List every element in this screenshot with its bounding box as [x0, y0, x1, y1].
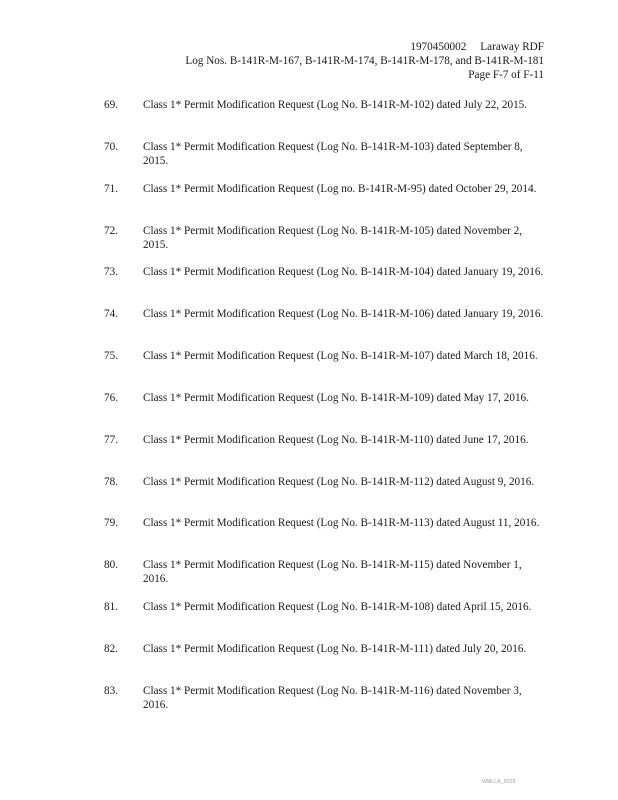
- list-item: [0, 391, 618, 433]
- item-text: Class 1* Permit Modification Request (Log No. B-141R-M-115) dated November 1, 2016.: [143, 559, 522, 586]
- log-numbers: Log Nos. B-141R-M-167, B-141R-M-174, B-141R-M-178, and B-141R-M-181: [185, 55, 544, 67]
- item-text: Class 1* Permit Modification Request (Log No. B-141R-M-102) dated July 22, 2015.: [143, 99, 528, 111]
- item-text: Class 1* Permit Modification Request (Log No. B-141R-M-116) dated November 3, 2016.: [143, 684, 522, 711]
- list-item: [0, 98, 618, 140]
- item-text: Class 1* Permit Modification Request (Log No. B-141R-M-109) dated May 17, 2016.: [143, 391, 529, 404]
- list-item: [0, 265, 618, 307]
- item-number: 83.: [104, 684, 118, 697]
- item-text: Class 1* Permit Modification Request (Log No. B-141R-M-113) dated August 11, 2016.: [143, 517, 540, 530]
- reference-list: [0, 98, 618, 726]
- item-number: 79.: [104, 517, 118, 530]
- item-text: Class 1* Permit Modification Request (Log No. B-141R-M-112) dated August 9, 2016.: [143, 475, 535, 488]
- list-item: [0, 307, 618, 349]
- list-item: [0, 600, 618, 642]
- item-text: Class 1* Permit Modification Request (Log No. B-141R-M-105) dated November 2, 2015.: [143, 224, 523, 251]
- item-text: Class 1* Permit Modification Request (Log No. B-141R-M-106) dated January 19, 2016.: [143, 308, 544, 321]
- item-text: Class 1* Permit Modification Request (Log No. B-141R-M-103) dated September 8, 2015.: [143, 140, 523, 167]
- item-number: 75.: [104, 350, 118, 363]
- item-number: 69.: [104, 99, 118, 111]
- list-item: [0, 475, 618, 517]
- bates-stamp: WMLLA_0026: [482, 779, 516, 785]
- item-text: Class 1* Permit Modification Request (Log No. B-141R-M-107) dated March 18, 2016.: [143, 350, 538, 363]
- list-item: [0, 182, 618, 224]
- page-header: [185, 40, 544, 82]
- list-item: [0, 433, 618, 475]
- item-number: 80.: [104, 559, 118, 572]
- item-number: 76.: [104, 391, 118, 404]
- page-number: Page F-7 of F-11: [468, 69, 544, 81]
- item-number: 71.: [104, 182, 118, 195]
- item-number: 70.: [104, 140, 118, 153]
- list-item: [0, 642, 618, 684]
- list-item: [0, 684, 618, 726]
- item-number: 74.: [104, 308, 118, 321]
- item-text: Class 1* Permit Modification Request (Log No. B-141R-M-108) dated April 15, 2016.: [143, 601, 532, 614]
- facility-name: Laraway RDF: [480, 41, 544, 53]
- item-number: 77.: [104, 433, 118, 446]
- list-item: [0, 349, 618, 391]
- item-text: Class 1* Permit Modification Request (Log no. B-141R-M-95) dated October 29, 2014.: [143, 182, 537, 195]
- item-number: 78.: [104, 475, 118, 488]
- list-item: [0, 140, 618, 182]
- item-number: 73.: [104, 266, 118, 279]
- document-number: 1970450002: [410, 41, 467, 53]
- item-text: Class 1* Permit Modification Request (Log No. B-141R-M-111) dated July 20, 2016.: [143, 642, 527, 655]
- item-text: Class 1* Permit Modification Request (Log No. B-141R-M-110) dated June 17, 2016.: [143, 433, 529, 446]
- list-item: [0, 516, 618, 558]
- item-text: Class 1* Permit Modification Request (Log No. B-141R-M-104) dated January 19, 2016.: [143, 266, 544, 279]
- list-item: [0, 558, 618, 600]
- list-item: [0, 224, 618, 266]
- item-number: 72.: [104, 224, 118, 237]
- item-number: 81.: [104, 601, 118, 614]
- header-line-1: [185, 40, 544, 54]
- item-number: 82.: [104, 642, 118, 655]
